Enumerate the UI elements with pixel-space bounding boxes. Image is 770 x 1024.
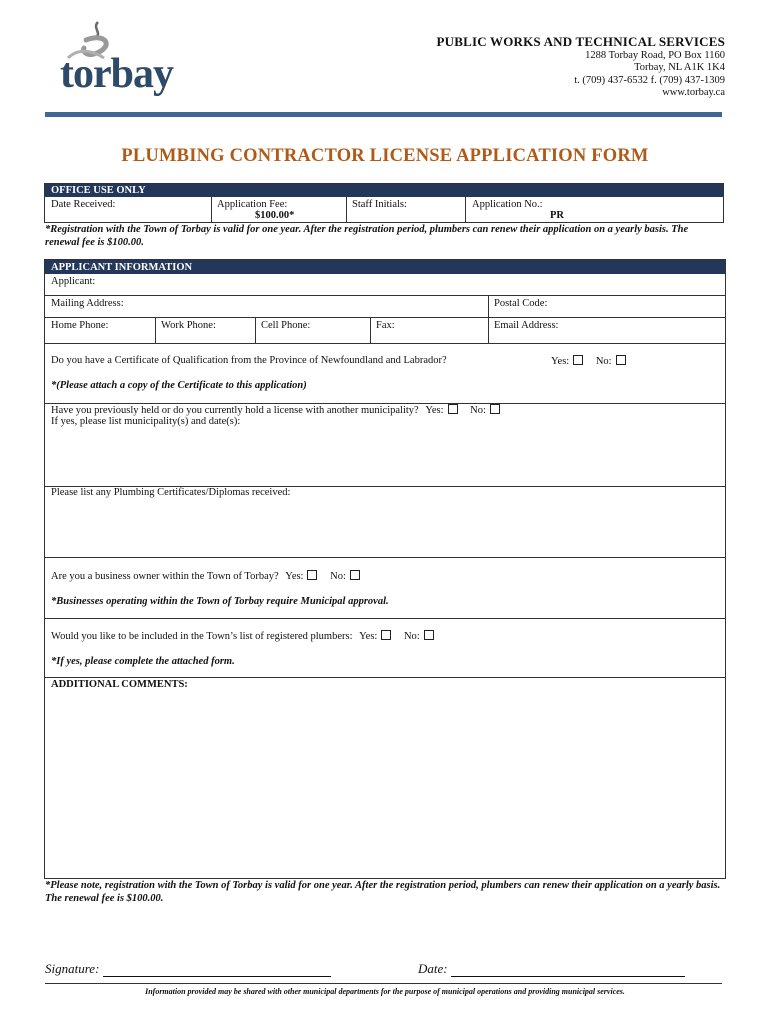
address-line-1: 1288 Torbay Road, PO Box 1160 bbox=[585, 49, 725, 61]
date-line[interactable] bbox=[451, 962, 685, 977]
postal-code-field[interactable]: Postal Code: bbox=[494, 298, 548, 309]
plumbers-list-yes-label: Yes: bbox=[359, 631, 378, 642]
signature-line[interactable] bbox=[103, 962, 331, 977]
business-no-checkbox[interactable] bbox=[350, 570, 360, 580]
plumbers-list-question-row bbox=[51, 630, 434, 642]
applicant-field[interactable]: Applicant: bbox=[51, 276, 96, 287]
application-fee-value: $100.00* bbox=[255, 210, 295, 221]
application-no-value: PR bbox=[550, 210, 564, 221]
signature-label: Signature: bbox=[45, 961, 100, 976]
plumbers-list-yes-checkbox[interactable] bbox=[381, 630, 391, 640]
business-question-row bbox=[51, 570, 360, 582]
license-no-label: No: bbox=[470, 405, 486, 416]
certificate-question-row bbox=[51, 355, 721, 366]
form-title: PLUMBING CONTRACTOR LICENSE APPLICATION FORM bbox=[121, 146, 649, 166]
date-label: Date: bbox=[418, 961, 448, 976]
footer-rule bbox=[45, 983, 722, 984]
license-yes-checkbox[interactable] bbox=[448, 404, 458, 414]
home-phone-field[interactable]: Home Phone: bbox=[51, 320, 109, 331]
mailing-address-field[interactable]: Mailing Address: bbox=[51, 298, 124, 309]
certificate-yes-label: Yes: bbox=[551, 356, 570, 367]
business-note: *Businesses operating within the Town of Torbay require Municipal approval. bbox=[51, 596, 389, 607]
business-question: Are you a business owner within the Town of Torbay? bbox=[51, 571, 279, 582]
applicant-info-heading: APPLICANT INFORMATION bbox=[45, 260, 725, 274]
plumbers-list-note: *If yes, please complete the attached form. bbox=[51, 656, 235, 667]
footer-disclaimer: Information provided may be shared with other municipal departments for the purpose of municipal operations and providing municipal services. bbox=[145, 987, 625, 996]
cell-phone-field[interactable]: Cell Phone: bbox=[261, 320, 311, 331]
plumbers-list-question: Would you like to be included in the Town’s list of registered plumbers: bbox=[51, 631, 353, 642]
office-use-box bbox=[44, 183, 724, 223]
department-name: PUBLIC WORKS AND TECHNICAL SERVICES bbox=[436, 34, 725, 49]
plumbers-list-no-checkbox[interactable] bbox=[424, 630, 434, 640]
phone-fax-line: t. (709) 437-6532 f. (709) 437-1309 bbox=[574, 74, 725, 86]
certificate-yes-checkbox[interactable] bbox=[573, 355, 583, 365]
bottom-registration-note: *Please note, registration with the Town of Torbay is valid for one year. After the registration period, plumbers can renew their application on a yearly basis. The renewal fee is $100.00. bbox=[45, 880, 721, 904]
torbay-logo bbox=[48, 18, 188, 100]
application-no-label: Application No.: bbox=[472, 199, 543, 210]
date-received-field[interactable]: Date Received: bbox=[51, 199, 116, 210]
certificates-list-field[interactable]: Please list any Plumbing Certificates/Diplomas received: bbox=[51, 487, 291, 498]
registration-note: *Registration with the Town of Torbay is valid for one year. After the registration period, plumbers can renew their application on a yearly basis. The renewal fee is $100.00. bbox=[45, 224, 689, 248]
logo-wordmark: torbay bbox=[60, 51, 173, 97]
license-no-checkbox[interactable] bbox=[490, 404, 500, 414]
license-question: Have you previously held or do you currently hold a license with another municipality? bbox=[51, 405, 419, 416]
business-yes-label: Yes: bbox=[285, 571, 304, 582]
fax-field[interactable]: Fax: bbox=[376, 320, 395, 331]
additional-comments-field[interactable]: ADDITIONAL COMMENTS: bbox=[51, 679, 188, 690]
application-fee-label: Application Fee: bbox=[217, 199, 288, 210]
certificate-no-label: No: bbox=[595, 356, 612, 367]
license-question-row bbox=[51, 404, 500, 416]
applicant-info-box bbox=[44, 259, 726, 879]
address-line-2: Torbay, NL A1K 1K4 bbox=[634, 62, 725, 73]
email-field[interactable]: Email Address: bbox=[494, 320, 559, 331]
staff-initials-field[interactable]: Staff Initials: bbox=[352, 199, 407, 210]
signature-row bbox=[45, 961, 331, 977]
office-use-heading: OFFICE USE ONLY bbox=[45, 184, 723, 197]
plumbers-list-no-label: No: bbox=[403, 631, 420, 642]
organization-block bbox=[436, 36, 725, 100]
business-no-label: No: bbox=[330, 571, 346, 582]
license-yes-label: Yes: bbox=[425, 405, 444, 416]
certificate-no-checkbox[interactable] bbox=[616, 355, 626, 365]
certificate-note: *(Please attach a copy of the Certificate to this application) bbox=[51, 380, 307, 391]
certificate-question: Do you have a Certificate of Qualification from the Province of Newfoundland and Labrador? bbox=[51, 355, 447, 366]
business-yes-checkbox[interactable] bbox=[307, 570, 317, 580]
date-row bbox=[418, 961, 685, 977]
header-rule bbox=[45, 112, 722, 117]
work-phone-field[interactable]: Work Phone: bbox=[161, 320, 216, 331]
license-followup: If yes, please list municipality(s) and date(s): bbox=[51, 416, 241, 427]
website: www.torbay.ca bbox=[662, 87, 725, 98]
